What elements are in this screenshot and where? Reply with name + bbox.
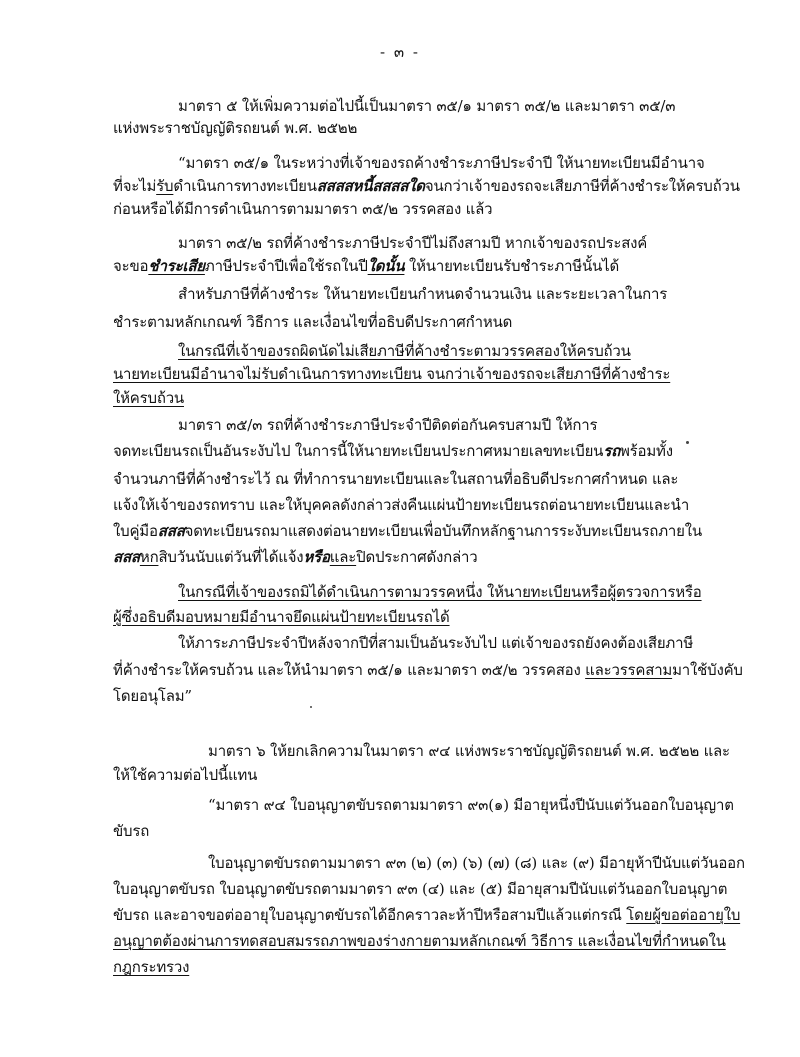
struck-text: สสสสหนี้สสสสใด <box>316 177 425 195</box>
struck-text: รถ <box>603 442 620 460</box>
s353-line-10: ที่ค้างชำระให้ครบถ้วน และให้นำมาตรา ๓๕/๑ และมาตรา ๓๕/๒ วรรคสอง และวรรคสามมาใช้บังคับ <box>113 661 743 679</box>
section-6-heading-cont: ให้ใช้ความต่อไปนี้แทน <box>113 766 258 784</box>
s353-line-5: ใบคู่มือสสสจดทะเบียนรถมาแสดงต่อนายทะเบียนเพื่อบันทึกหลักฐานการระงับทะเบียนรถภายใน <box>113 522 702 540</box>
page-number: - ๓ - <box>380 43 420 61</box>
s352-line-1: มาตรา ๓๕/๒ รถที่ค้างชำระภาษีประจำปีไม่ถึงสามปี หากเจ้าของรถประสงค์ <box>178 234 648 252</box>
struck-text: ชำระเสีย <box>148 257 205 275</box>
inserted-text: โดยผู้ขอต่ออายุใบ <box>626 906 741 924</box>
s352-line-7: ให้ครบถ้วน <box>113 389 184 407</box>
s94-line-1: “มาตรา ๙๔ ใบอนุญาตขับรถตามมาตรา ๙๓(๑) มีอายุหนึ่งปีนับแต่วันออกใบอนุญาต <box>208 796 734 814</box>
s353-line-1: มาตรา ๓๕/๓ รถที่ค้างชำระภาษีประจำปีติดต่อกันครบสามปี ให้การ <box>178 416 598 434</box>
s351-line-1: “มาตรา ๓๕/๑ ในระหว่างที่เจ้าของรถค้างชำระภาษีประจำปี ให้นายทะเบียนมีอำนาจ <box>178 154 705 172</box>
s352-line-5: ในกรณีที่เจ้าของรถผิดนัดไม่เสียภาษีที่ค้างชำระตามวรรคสองให้ครบถ้วน <box>178 342 631 360</box>
inserted-text: และ <box>329 548 357 566</box>
s352-line-4: ชำระตามหลักเกณฑ์ วิธีการ และเงื่อนไขที่อธิบดีประกาศกำหนด <box>113 313 513 331</box>
s353-line-7: ในกรณีที่เจ้าของรถมิได้ดำเนินการตามวรรคหนึ่ง ให้นายทะเบียนหรือผู้ตรวจการหรือ <box>178 583 702 601</box>
inserted-text: หก <box>139 548 159 566</box>
struck-text: สสส <box>113 548 140 566</box>
s351-line-3: ก่อนหรือได้มีการดำเนินการตามมาตรา ๓๕/๒ วรรคสอง แล้ว <box>113 200 493 218</box>
scan-speck <box>686 441 689 444</box>
scan-speck <box>310 706 312 708</box>
s94-line-5: ขับรถ และอาจขอต่ออายุใบอนุญาตขับรถได้อีกคราวละห้าปีหรือสามปีแล้วแต่กรณี โดยผู้ขอต่ออายุใบ <box>113 906 741 924</box>
s94-line-6: อนุญาตต้องผ่านการทดสอบสมรรถภาพของร่างกายตามหลักเกณฑ์ วิธีการ และเงื่อนไขที่กำหนดใน <box>113 932 726 950</box>
struck-text: สสส <box>157 522 185 540</box>
s353-line-9: ให้ภาระภาษีประจำปีหลังจากปีที่สามเป็นอันระงับไป แต่เจ้าของรถยังคงต้องเสียภาษี <box>178 634 694 652</box>
inserted-text: รับ <box>156 177 174 195</box>
s94-line-3: ใบอนุญาตขับรถตามมาตรา ๙๓ (๒) (๓) (๖) (๗) (๘) และ (๙) มีอายุห้าปีนับแต่วันออก <box>208 854 745 872</box>
s94-line-2: ขับรถ <box>113 822 150 840</box>
s353-line-3: จำนวนภาษีที่ค้างชำระไว้ ณ ที่ทำการนายทะเบียนและในสถานที่อธิบดีประกาศกำหนด และ <box>113 470 679 488</box>
s353-line-11: โดยอนุโลม” <box>113 687 192 705</box>
s352-line-2: จะขอชำระเสียภาษีประจำปีเพื่อใช้รถในปีใดนั้น ให้นายทะเบียนรับชำระภาษีนั้นได้ <box>113 257 619 275</box>
struck-text: หรือ <box>303 548 330 566</box>
section-6-heading: มาตรา ๖ ให้ยกเลิกความในมาตรา ๙๔ แห่งพระราชบัญญัติรถยนต์ พ.ศ. ๒๕๒๒ และ <box>208 742 730 760</box>
s94-line-7: กฎกระทรวง <box>113 958 190 976</box>
s353-line-8: ผู้ซึ่งอธิบดีมอบหมายมีอำนาจยึดแผ่นป้ายทะเบียนรถได้ <box>113 608 450 626</box>
s351-line-2: ที่จะไม่รับดำเนินการทางทะเบียนสสสสหนี้สสสสใดจนกว่าเจ้าของรถจะเสียภาษีที่ค้างชำระให้ครบถ้วน <box>113 177 740 195</box>
struck-text: ใดนั้น <box>367 257 405 275</box>
s353-line-6: สสสหกสิบวันนับแต่วันที่ได้แจ้งหรือและปิดประกาศดังกล่าว <box>113 548 478 566</box>
s353-line-2: จดทะเบียนรถเป็นอันระงับไป ในการนี้ให้นายทะเบียนประกาศหมายเลขทะเบียนรถพร้อมทั้ง <box>113 442 673 460</box>
section-5-heading-cont: แห่งพระราชบัญญัติรถยนต์ พ.ศ. ๒๕๒๒ <box>113 119 358 137</box>
inserted-text: และวรรคสาม <box>585 661 673 679</box>
s94-line-4: ใบอนุญาตขับรถ ใบอนุญาตขับรถตามมาตรา ๙๓ (๔) และ (๕) มีอายุสามปีนับแต่วันออกใบอนุญาต <box>113 880 728 898</box>
s352-line-6: นายทะเบียนมีอำนาจไม่รับดำเนินการทางทะเบียน จนกว่าเจ้าของรถจะเสียภาษีที่ค้างชำระ <box>113 365 671 383</box>
s353-line-4: แจ้งให้เจ้าของรถทราบ และให้บุคคลดังกล่าวส่งคืนแผ่นป้ายทะเบียนรถต่อนายทะเบียนและนำ <box>113 496 690 514</box>
s352-line-3: สำหรับภาษีที่ค้างชำระ ให้นายทะเบียนกำหนดจำนวนเงิน และระยะเวลาในการ <box>178 285 668 303</box>
section-5-heading: มาตรา ๕ ให้เพิ่มความต่อไปนี้เป็นมาตรา ๓๕/๑ มาตรา ๓๕/๒ และมาตรา ๓๕/๓ <box>178 97 676 115</box>
